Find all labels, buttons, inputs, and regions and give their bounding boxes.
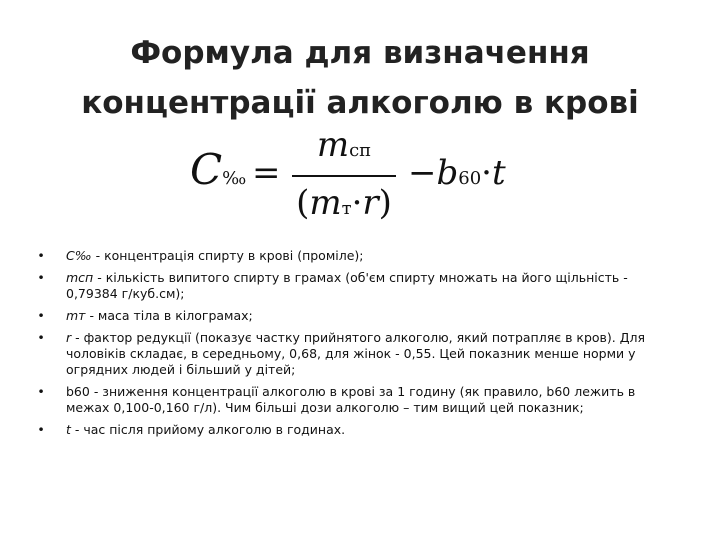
formula-denominator — [290, 181, 398, 231]
formula-c-symbol: C — [190, 145, 223, 194]
item-symbol: r — [66, 330, 72, 345]
formula-b-subscript: 60 — [458, 168, 482, 189]
list-item — [36, 384, 676, 416]
list-item — [36, 308, 676, 324]
formula-minus: − — [408, 153, 437, 193]
item-symbol: t — [66, 422, 71, 437]
formula-b: b — [436, 153, 459, 193]
item-text: - зниження концентрації алкоголю в крові за 1 годину (як правило, b60 лежить в межах 0,100-0,160 г/л). Чим більші дози алкоголю – тим вищий цей показник; — [66, 384, 636, 415]
formula-permille-subscript: ‰ — [222, 168, 247, 189]
formula-fraction — [290, 125, 398, 231]
formula-equals: = — [252, 153, 281, 193]
definition-list — [36, 248, 676, 444]
bullet-dot: • — [37, 330, 45, 345]
item-symbol: C‰ — [66, 248, 92, 263]
bullet-dot: • — [37, 384, 45, 399]
item-text: - концентрація спирту в крові (проміле); — [91, 248, 364, 263]
formula-t-dot: · — [481, 153, 492, 193]
list-item — [36, 270, 676, 302]
item-text: - час після прийому алкоголю в годинах. — [70, 422, 346, 437]
fraction-bar — [292, 175, 396, 177]
numerator-subscript: сп — [349, 140, 372, 161]
bullet-dot: • — [37, 308, 45, 323]
item-text: - фактор редукції (показує частку прийнятого алкоголю, який потрапляє в кров). Для чоловіків складає, в середньому, 0,68, для жінок - 0,55. Цей показник менше норми у огрядних людей і більший у дітей; — [66, 330, 646, 377]
formula-tail — [408, 153, 506, 193]
den-dot: · — [351, 183, 363, 223]
bullet-dot: • — [37, 270, 45, 285]
list-item — [36, 422, 676, 438]
den-open-paren: ( — [296, 183, 310, 223]
item-symbol: mт — [66, 308, 86, 323]
numerator-m: m — [316, 125, 350, 165]
slide-title — [60, 28, 660, 128]
title-line-2: концентрації алкоголю в крові — [81, 85, 639, 121]
list-item — [36, 248, 676, 264]
formula-numerator — [290, 125, 398, 171]
title-line-1: Формула для визначення — [130, 35, 590, 71]
den-m: m — [309, 183, 342, 223]
formula-lhs — [190, 145, 246, 194]
bullet-dot: • — [37, 248, 45, 263]
list-item — [36, 330, 676, 378]
formula-t: t — [491, 153, 506, 193]
item-text: - маса тіла в кілограмах; — [85, 308, 253, 323]
bac-formula — [190, 125, 530, 225]
den-subscript: т — [341, 198, 352, 219]
den-close-paren: ) — [378, 183, 392, 223]
den-r: r — [362, 183, 379, 223]
bullet-dot: • — [37, 422, 45, 437]
item-text: - кількість випитого спирту в грамах (об'єм спирту множать на його щільність - 0,79384 г/куб.см); — [66, 270, 628, 301]
item-symbol: mсп — [66, 270, 94, 285]
item-symbol: b60 — [66, 384, 90, 399]
